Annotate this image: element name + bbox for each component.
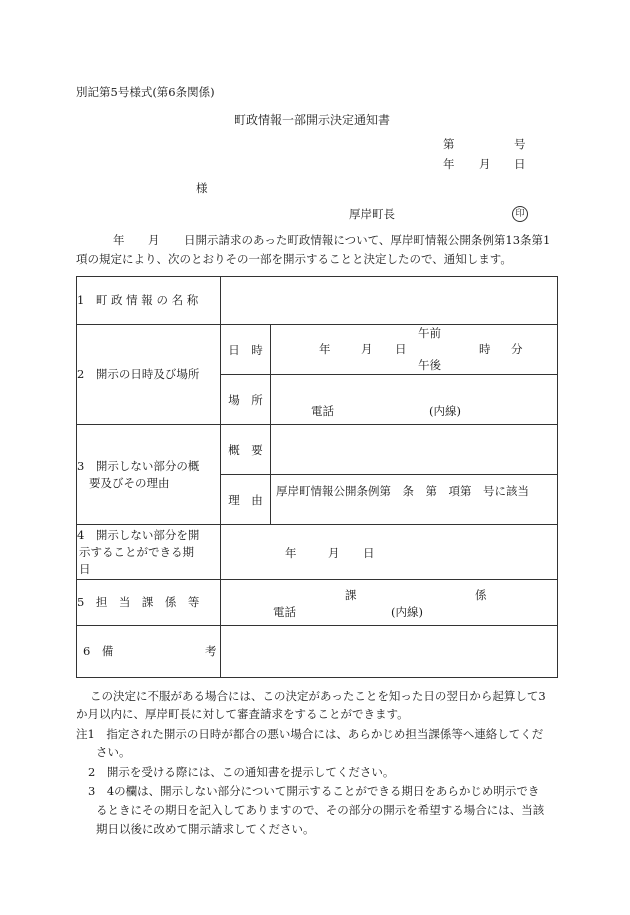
note1-line2: さい。 — [96, 745, 131, 759]
appeal-line1: この決定に不服がある場合には、この決定があったことを知った日の翌日から起算して3 — [90, 689, 546, 703]
row1-value — [221, 277, 558, 325]
date-month: 月 — [479, 157, 491, 171]
row2-label: 2 開示の日時及び場所 — [77, 325, 221, 425]
row3-outline-label: 概 要 — [221, 425, 271, 475]
note1-line1: 注1 指定された開示の日時が都合の悪い場合には、あらかじめ担当課係等へ連絡してくだ — [76, 727, 544, 741]
row6-value — [221, 626, 558, 678]
row3-label-line2: 要及びその理由 — [89, 475, 170, 490]
issuer-name: 厚岸町長 — [349, 207, 395, 221]
row3-reason-text: 厚岸町情報公開条例第 条 第 項第 号に該当 — [276, 484, 529, 498]
row1-label: 1 町 政 情 報 の 名 称 — [77, 277, 221, 325]
row6-label-left: 6 備 — [83, 644, 114, 658]
number-dai: 第 — [443, 137, 455, 151]
row5-ka: 課 — [345, 588, 357, 602]
table-row — [77, 325, 558, 375]
row3-reason-value — [271, 475, 558, 525]
note2: 2 開示を受ける際には、この通知書を提示してください。 — [88, 765, 395, 779]
seal-icon: 印 — [512, 206, 528, 222]
row4-day: 日 — [363, 546, 375, 560]
row4-label-line3: 日 — [79, 561, 91, 576]
seal-mark — [512, 205, 528, 222]
intro-line2: 項の規定により、次のとおりその一部を開示することと決定したので、通知します。 — [76, 252, 512, 266]
row4-value — [221, 525, 558, 580]
intro-year: 年 — [113, 233, 125, 247]
row6-label — [77, 626, 221, 678]
row6-label-right: 考 — [205, 644, 217, 658]
table-row — [77, 626, 558, 678]
row4-month: 月 — [328, 546, 340, 560]
note3-line3: 期日以後に改めて開示請求してください。 — [96, 822, 315, 836]
row5-label: 5 担 当 課 係 等 — [77, 580, 221, 626]
note3-line2: るときにその期日を記入してありますので、その部分の開示を希望する場合には、当該 — [96, 803, 545, 817]
row5-kakari: 係 — [475, 588, 487, 602]
row3-label-line1: 3 開示しない部分の概 — [77, 458, 200, 473]
date-year: 年 — [443, 157, 455, 171]
row4-year: 年 — [285, 546, 297, 560]
table-row — [77, 277, 558, 325]
form-table — [76, 276, 558, 678]
table-row — [77, 425, 558, 475]
row3-label — [77, 425, 221, 525]
form-number: 別記第5号様式(第6条関係) — [76, 85, 215, 99]
number-go: 号 — [514, 137, 526, 151]
row2-month: 月 — [361, 342, 373, 356]
appeal-line2: か月以内に、厚岸町長に対して審査請求をすることができます。 — [76, 707, 409, 721]
row2-place-value — [271, 375, 558, 425]
date-day: 日 — [514, 157, 526, 171]
row3-outline-value — [271, 425, 558, 475]
document-title: 町政情報一部開示決定通知書 — [234, 113, 391, 127]
addressee-sama: 様 — [196, 181, 208, 195]
table-row — [77, 525, 558, 580]
row5-value — [221, 580, 558, 626]
row2-year: 年 — [319, 342, 331, 356]
row2-hour: 時 — [479, 342, 491, 356]
row2-day: 日 — [395, 342, 407, 356]
row4-label-line1: 4 開示しない部分を開 — [77, 527, 200, 542]
row2-pm: 午後 — [418, 358, 441, 372]
row4-label-line2: 示することができる期 — [79, 544, 194, 559]
row5-ext: (内線) — [391, 605, 423, 619]
row2-am: 午前 — [418, 326, 441, 340]
row3-reason-label: 理 由 — [221, 475, 271, 525]
row2-phone: 電話 — [311, 404, 334, 418]
row2-place-label: 場 所 — [221, 375, 271, 425]
row2-datetime-label: 日 時 — [221, 325, 271, 375]
intro-line1: 日開示請求のあった町政情報について、厚岸町情報公開条例第13条第1 — [184, 233, 551, 247]
row2-minute: 分 — [511, 342, 523, 356]
note3-line1: 3 4の欄は、開示しない部分について開示することができる期日をあらかじめ明示でき — [88, 784, 540, 798]
row2-datetime-value — [271, 325, 558, 375]
row4-label — [77, 525, 221, 580]
row2-ext: (内線) — [429, 404, 461, 418]
intro-month: 月 — [148, 233, 160, 247]
row5-phone: 電話 — [273, 605, 296, 619]
table-row — [77, 580, 558, 626]
